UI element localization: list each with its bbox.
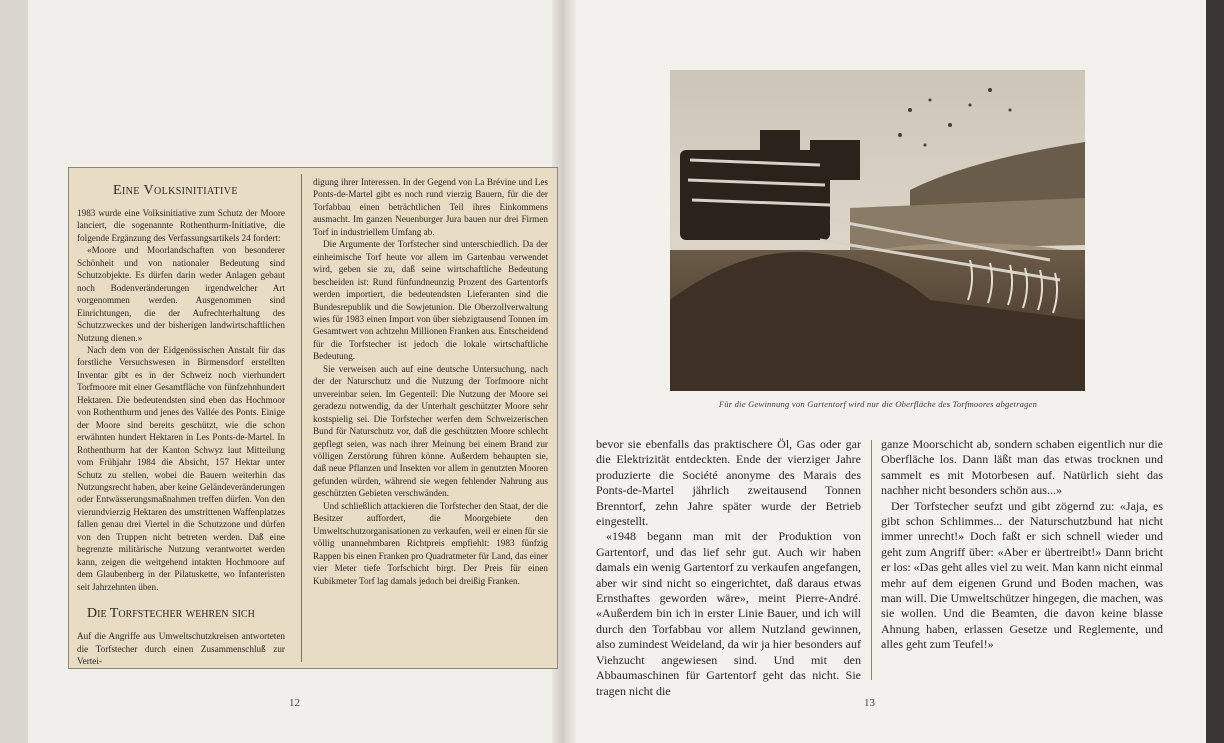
section-heading-torfstecher: Die Torfstecher wehren sich	[87, 606, 255, 622]
paragraph: bevor sie ebenfalls das praktischere Öl, Gas oder gar die Elektrizität entdeckten. Ende der vierziger Jahre produzierte die Société anonyme des Marais des Ponts-de-Martel jährlich zweitausend Tonnen Brenntorf, zehn Jahre später wurde der Betrieb eingestellt.	[596, 437, 861, 529]
paragraph: 1983 wurde eine Volksinitiative zum Schutz der Moore lanciert, die sogenannte Rothenthurm-Initiative, die folgende Ergänzung des Verfassungsartikels 24 fordert:	[77, 208, 285, 243]
column-divider	[301, 174, 302, 662]
paragraph: Und schließlich attackieren die Torfstecher den Staat, der die Besitzer auffordert, die Moorgebiete den Umweltschutzorganisationen zu verkaufen, weil er einen für sie völlig unannehmbaren Richtpreis empfiehlt: 1983 fünfzig Rappen bis einen Franken pro Quadratmeter für Land, das einer vier Meter tiefe Torfschicht birgt. Der Preis für einen Kubikmeter Torf lag damals jedoch bei dreißig Franken.	[313, 500, 548, 586]
sidebar-box	[68, 167, 558, 669]
right-text-column-1	[596, 437, 861, 699]
paragraph: Nach dem von der Eidgenössischen Anstalt für das forstliche Versuchswesen in Birmensdorf erstellten Inventar gibt es in der Schweiz noch vierhundert Torfmoore mit einer Gesamtfläche von fünfzehnhundert Hektaren. Die bedeutendsten sind eben das Hochmoor von Rothenthurm und jenes des Vallée des Ponts. Einige der Moore sind bereits geschützt, wie die schon erwähnten hundert Hektaren in Les Ponts-de-Martel. In Rothenthurm hat der Kanton Schwyz laut Mitteilung vom Frühjahr 1984 die Absicht, 157 Hektar unter Schutz zu stellen, wobei die Bauern weiterhin das Nutzungsrecht haben, aber keine Geländeveränderungen oder Entwässerungsmaßnahmen treffen dürfen. Von den vierundvierzig Hektaren des umstrittenen Waffenplatzes fallen genau drei Viertel in die Schutzzone und dürfen von den Truppen nicht betreten werden. Daß eine begrenzte militärische Nutzung verantwortet werden kann, zeigen die weitgehend intakten Hochmoore auf dem Glaubenberg in der Pilatuskette, wo Infanteristen seit Jahrzehnten üben.	[77, 344, 285, 592]
paragraph: Auf die Angriffe aus Umweltschutzkreisen antworteten die Torfstecher durch einen Zusammenschluß zur Vertei-	[77, 631, 285, 666]
column-divider	[871, 440, 872, 680]
paragraph: Die Argumente der Torfstecher sind unterschiedlich. Da der einheimische Torf heute vor allem im Gartenbau verwendet wird, geben sie zu, daß seine wirtschaftliche Bedeutung bescheiden ist: Rund fünfundneunzig Prozent des Gartentorfs werden importiert, die bedeutendsten Lieferanten sind die Bundesrepublik und die Sowjetunion. Die Oberzollverwaltung wies für 1983 einen Import von über siebzigtausend Tonnen im Gesamtwert von achtzehn Millionen Franken aus. Entscheidend für die Torfstecher ist jedoch die lokale wirtschaftliche Bedeutung.	[313, 239, 548, 362]
photo-caption: Für die Gewinnung von Gartentorf wird nur die Oberfläche des Torfmoores abgetragen	[718, 399, 1038, 409]
paragraph: Sie verweisen auch auf eine deutsche Untersuchung, nach der der Naturschutz und die Nutzung der Torfmoore nicht unvereinbar seien. Im Gegenteil: Die Nutzung der Moore sei geradezu notwendig, da der Unterhalt geschützter Moore sehr kostspielig sei. Die Torfstecher werfen dem Schweizerischen Bund für Naturschutz vor, daß die geschützten Moore schlecht gepflegt seien, was nach ihrer Meinung bei einem Brand zur völligen Zerstörung führen könne. Außerdem behaupten sie, daß neue Pflanzen und Insekten vor allem in genutzten Mooren gefunden würden, während sie wegen fehlender Nahrung aus geschützten Gebieten verschwänden.	[313, 363, 548, 499]
paragraph: «1948 begann man mit der Produktion von Gartentorf, und das lief sehr gut. Auch wir haben damals ein wenig Gartentorf zu verkaufen angefangen, aber wir sind nicht so eingerichtet, daß daraus etwas Ernsthaftes geworden wäre», meint Pierre-André. «Außerdem bin ich in erster Linie Bauer, und ich will durch den Torfabbau vor allem Nutzland gewinnen, also zumindest Weideland, da wir ja hier besonders auf Viehzucht angewiesen sind. Und mit den Abbaumaschinen für Gartentorf geht das nicht. Sie tragen nicht die	[596, 529, 861, 698]
page-number-right: 13	[864, 697, 875, 709]
paragraph: ganze Moorschicht ab, sondern schaben eigentlich nur die Oberfläche los. Dann läßt man das etwas trocknen und sammelt es mit Motorbesen auf. Natürlich sieht das nachher nicht besonders schön aus...»	[881, 437, 1163, 498]
sidebar-column-1	[77, 178, 285, 667]
section-heading-volksinitiative: Eine Volksinitiative	[113, 183, 238, 198]
background-left-edge	[0, 0, 28, 743]
sidebar-column-2	[313, 176, 548, 587]
page-number-left: 12	[289, 697, 300, 709]
paragraph: «Moore und Moorlandschaften von besonderer Schönheit und von nationaler Bedeutung sind Schutzobjekte. Es dürfen darin weder Anlagen gebaut noch Bodenveränderungen irgendwelcher Art vorgenommen werden. Ausgenommen sind Einrichtungen, die der Aufrechterhaltung des Schutzzweckes und der bisherigen landwirtschaftlichen Nutzung dienen.»	[77, 245, 285, 343]
background-right-edge	[1206, 0, 1224, 743]
photo-peat-harvester	[670, 70, 1085, 391]
paragraph: Der Torfstecher seufzt und gibt zögernd zu: «Jaja, es gibt schon Schlimmes... der Naturschutzbund hat nicht immer unrecht!» Doch faßt er sich schnell wieder und geht zum Angriff über: «Aber er übertreibt!» Dann bricht er los: «Das geht alles viel zu weit. Man kann nicht einmal mehr auf dem eigenen Grund und Boden machen, was man will. Die Umweltschützer hingegen, die machen, was sie wollen. Und die Beamten, die davon keine blasse Ahnung haben, erlassen Gesetze und Reglemente, und alles geht zum Teufel!»	[881, 498, 1163, 652]
paragraph: digung ihrer Interessen. In der Gegend von La Brévine und Les Ponts-de-Martel gibt es noch rund vierzig Bauern, für die der Torfabbau einen beträchtlichen Teil ihres Einkommens ausmacht. Im ganzen Neuenburger Jura bauen nur drei Firmen Torf in industriellem Umfang ab.	[313, 177, 548, 237]
peat-harvester-image	[670, 70, 1085, 391]
right-text-column-2	[881, 437, 1163, 653]
